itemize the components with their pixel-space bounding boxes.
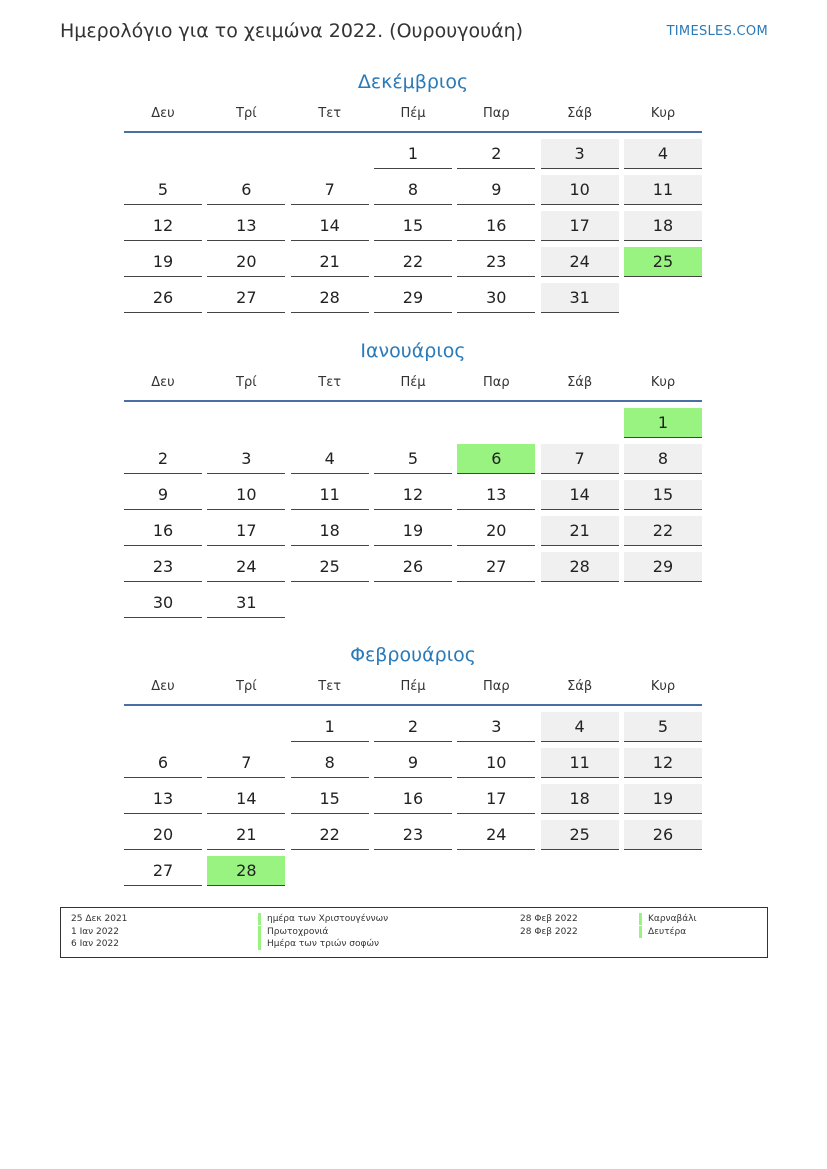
day-cell[interactable]: 17 bbox=[457, 784, 535, 814]
day-cell[interactable]: 3 bbox=[457, 712, 535, 742]
legend-date: 1 Ιαν 2022 bbox=[71, 927, 119, 937]
day-cell[interactable]: 17 bbox=[541, 211, 619, 241]
legend-holiday-name: Δευτέρα bbox=[639, 926, 686, 938]
weekday-label: Δευ bbox=[151, 375, 175, 390]
day-cell[interactable]: 2 bbox=[457, 139, 535, 169]
day-cell[interactable]: 25 bbox=[624, 247, 702, 277]
day-cell[interactable]: 27 bbox=[457, 552, 535, 582]
day-cell[interactable]: 8 bbox=[624, 444, 702, 474]
day-cell[interactable]: 29 bbox=[624, 552, 702, 582]
weekday-label: Τετ bbox=[318, 106, 342, 121]
day-cell[interactable]: 12 bbox=[124, 211, 202, 241]
day-cell[interactable]: 13 bbox=[207, 211, 285, 241]
day-cell[interactable]: 6 bbox=[457, 444, 535, 474]
day-cell[interactable]: 9 bbox=[374, 748, 452, 778]
day-cell[interactable]: 10 bbox=[457, 748, 535, 778]
day-cell[interactable]: 2 bbox=[124, 444, 202, 474]
day-cell[interactable]: 5 bbox=[374, 444, 452, 474]
weekday-header bbox=[124, 370, 702, 402]
day-cell[interactable]: 21 bbox=[291, 247, 369, 277]
weekday-label: Δευ bbox=[151, 106, 175, 121]
day-cell[interactable]: 20 bbox=[207, 247, 285, 277]
day-cell[interactable]: 11 bbox=[624, 175, 702, 205]
day-cell[interactable]: 3 bbox=[541, 139, 619, 169]
day-cell[interactable]: 18 bbox=[624, 211, 702, 241]
day-cell[interactable]: 18 bbox=[541, 784, 619, 814]
weekday-label: Κυρ bbox=[650, 106, 676, 121]
day-cell[interactable]: 20 bbox=[457, 516, 535, 546]
day-cell[interactable]: 14 bbox=[291, 211, 369, 241]
day-cell[interactable]: 10 bbox=[207, 480, 285, 510]
day-cell[interactable]: 7 bbox=[291, 175, 369, 205]
day-cell[interactable]: 11 bbox=[291, 480, 369, 510]
day-cell[interactable]: 8 bbox=[374, 175, 452, 205]
day-cell[interactable]: 25 bbox=[541, 820, 619, 850]
month-title: Δεκέμβριος bbox=[357, 71, 469, 93]
day-cell[interactable]: 25 bbox=[291, 552, 369, 582]
day-cell[interactable]: 24 bbox=[207, 552, 285, 582]
day-cell[interactable]: 12 bbox=[374, 480, 452, 510]
day-cell[interactable]: 22 bbox=[624, 516, 702, 546]
day-cell[interactable]: 5 bbox=[624, 712, 702, 742]
day-cell[interactable]: 26 bbox=[374, 552, 452, 582]
month-december bbox=[124, 67, 702, 307]
legend-date: 25 Δεκ 2021 bbox=[71, 914, 128, 924]
legend-holiday-name: ημέρα των Χριστουγέννων bbox=[258, 913, 388, 925]
day-cell[interactable]: 19 bbox=[124, 247, 202, 277]
legend-date: 28 Φεβ 2022 bbox=[520, 914, 578, 924]
page-header bbox=[60, 18, 768, 48]
day-cell[interactable]: 14 bbox=[541, 480, 619, 510]
day-cell[interactable]: 16 bbox=[124, 516, 202, 546]
weekday-label: Πέμ bbox=[400, 375, 426, 390]
legend-item bbox=[520, 913, 750, 925]
day-cell[interactable]: 19 bbox=[374, 516, 452, 546]
day-cell[interactable]: 6 bbox=[124, 748, 202, 778]
day-cell[interactable]: 31 bbox=[541, 283, 619, 313]
day-cell[interactable]: 18 bbox=[291, 516, 369, 546]
day-cell[interactable]: 28 bbox=[291, 283, 369, 313]
day-cell[interactable]: 4 bbox=[541, 712, 619, 742]
day-cell[interactable]: 21 bbox=[541, 516, 619, 546]
month-february bbox=[124, 640, 702, 880]
month-title: Ιανουάριος bbox=[360, 340, 466, 362]
weekday-label: Σάβ bbox=[567, 679, 593, 694]
day-cell[interactable]: 1 bbox=[374, 139, 452, 169]
weekday-label: Δευ bbox=[151, 679, 175, 694]
weekday-label: Κυρ bbox=[650, 679, 676, 694]
weekday-label: Τρί bbox=[236, 375, 257, 390]
day-cell[interactable]: 7 bbox=[541, 444, 619, 474]
day-cell[interactable]: 24 bbox=[541, 247, 619, 277]
day-cell[interactable]: 27 bbox=[124, 856, 202, 886]
month-january bbox=[124, 336, 702, 612]
holiday-legend bbox=[60, 907, 768, 958]
day-cell[interactable]: 13 bbox=[457, 480, 535, 510]
day-cell[interactable]: 4 bbox=[624, 139, 702, 169]
day-cell[interactable]: 12 bbox=[624, 748, 702, 778]
day-cell[interactable]: 13 bbox=[124, 784, 202, 814]
day-cell[interactable]: 3 bbox=[207, 444, 285, 474]
weekday-header bbox=[124, 101, 702, 133]
weekday-label: Παρ bbox=[483, 679, 510, 694]
weekday-label: Πέμ bbox=[400, 106, 426, 121]
weekday-label: Τετ bbox=[318, 679, 342, 694]
day-cell[interactable]: 28 bbox=[541, 552, 619, 582]
day-cell[interactable]: 17 bbox=[207, 516, 285, 546]
day-cell[interactable]: 16 bbox=[374, 784, 452, 814]
day-cell[interactable]: 4 bbox=[291, 444, 369, 474]
month-title: Φεβρουάριος bbox=[350, 644, 476, 666]
day-cell[interactable]: 7 bbox=[207, 748, 285, 778]
day-cell[interactable]: 30 bbox=[124, 588, 202, 618]
day-cell[interactable]: 26 bbox=[124, 283, 202, 313]
day-cell[interactable]: 29 bbox=[374, 283, 452, 313]
legend-item bbox=[520, 926, 750, 938]
day-cell[interactable]: 22 bbox=[291, 820, 369, 850]
legend-item bbox=[71, 913, 411, 925]
legend-date: 28 Φεβ 2022 bbox=[520, 927, 578, 937]
day-cell[interactable]: 23 bbox=[124, 552, 202, 582]
weekday-label: Παρ bbox=[483, 106, 510, 121]
day-cell[interactable]: 31 bbox=[207, 588, 285, 618]
legend-holiday-name: Πρωτοχρονιά bbox=[258, 926, 328, 938]
legend-holiday-name: Ημέρα των τριών σοφών bbox=[258, 938, 379, 950]
day-cell[interactable]: 6 bbox=[207, 175, 285, 205]
day-cell[interactable]: 20 bbox=[124, 820, 202, 850]
weekday-label: Σάβ bbox=[567, 106, 593, 121]
weekday-label: Τρί bbox=[236, 106, 257, 121]
day-cell[interactable]: 23 bbox=[374, 820, 452, 850]
day-cell[interactable]: 14 bbox=[207, 784, 285, 814]
day-cell[interactable]: 24 bbox=[457, 820, 535, 850]
legend-date: 6 Ιαν 2022 bbox=[71, 939, 119, 949]
weekday-label: Πέμ bbox=[400, 679, 426, 694]
day-cell[interactable]: 9 bbox=[457, 175, 535, 205]
day-cell[interactable]: 19 bbox=[624, 784, 702, 814]
day-cell[interactable]: 21 bbox=[207, 820, 285, 850]
day-cell[interactable]: 30 bbox=[457, 283, 535, 313]
day-cell[interactable]: 27 bbox=[207, 283, 285, 313]
weekday-label: Σάβ bbox=[567, 375, 593, 390]
brand-link[interactable]: TIMESLES.COM bbox=[666, 24, 768, 39]
day-cell[interactable]: 2 bbox=[374, 712, 452, 742]
day-cell[interactable]: 15 bbox=[374, 211, 452, 241]
day-cell[interactable]: 5 bbox=[124, 175, 202, 205]
day-cell[interactable]: 16 bbox=[457, 211, 535, 241]
day-cell[interactable]: 22 bbox=[374, 247, 452, 277]
weekday-label: Τετ bbox=[318, 375, 342, 390]
page-title: Ημερολόγιο για το χειμώνα 2022. (Ουρουγουάη) bbox=[60, 20, 524, 42]
day-cell[interactable]: 1 bbox=[291, 712, 369, 742]
weekday-label: Κυρ bbox=[650, 375, 676, 390]
day-cell[interactable]: 23 bbox=[457, 247, 535, 277]
day-cell[interactable]: 9 bbox=[124, 480, 202, 510]
day-cell[interactable]: 28 bbox=[207, 856, 285, 886]
day-cell[interactable]: 10 bbox=[541, 175, 619, 205]
weekday-label: Παρ bbox=[483, 375, 510, 390]
legend-holiday-name: Καρναβάλι bbox=[639, 913, 697, 925]
day-cell[interactable]: 1 bbox=[624, 408, 702, 438]
day-cell[interactable]: 8 bbox=[291, 748, 369, 778]
weekday-label: Τρί bbox=[236, 679, 257, 694]
day-cell[interactable]: 15 bbox=[291, 784, 369, 814]
day-cell[interactable]: 15 bbox=[624, 480, 702, 510]
legend-item bbox=[71, 926, 411, 938]
weekday-header bbox=[124, 674, 702, 706]
day-cell[interactable]: 11 bbox=[541, 748, 619, 778]
legend-item bbox=[71, 938, 411, 950]
day-cell[interactable]: 26 bbox=[624, 820, 702, 850]
